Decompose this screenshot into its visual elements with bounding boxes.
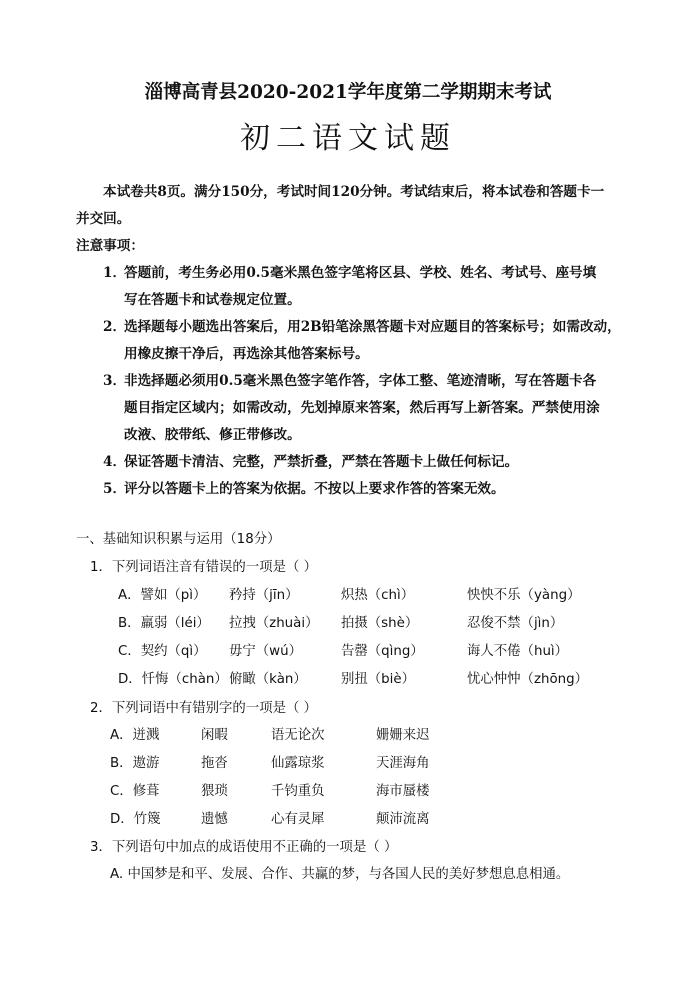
note-number: 5． [103, 481, 127, 497]
exam-title: 淄博高青县2020-2021学年度第二学期期末考试 [144, 82, 552, 103]
q2-word: 姗姗来迟 [376, 728, 430, 743]
q1-option-b: B．羸弱（léi） [118, 616, 210, 631]
q1-word: 怏怏不乐（yàng） [467, 588, 581, 603]
notes-heading: 注意事项： [76, 238, 144, 254]
question-1-stem: 1．下列词语注音有错误的一项是（ ） [90, 560, 318, 575]
q2-word: 遗憾 [201, 812, 228, 827]
q3-option-a: A. 中国梦是和平、发展、合作、共赢的梦，与各国人民的美好梦想息息相通。 [110, 867, 570, 882]
q2-word: 心有灵犀 [271, 812, 325, 827]
q1-option-c: C．契约（qì） [118, 644, 207, 659]
q1-word: 拍摄（shè） [341, 616, 419, 631]
q2-word: 仙露琼浆 [271, 756, 325, 771]
q2-word: 颠沛流离 [376, 812, 430, 827]
q1-word: 诲人不倦（huì） [467, 644, 569, 659]
q2-word: 千钧重负 [271, 784, 325, 799]
q2-word: 天涯海角 [376, 756, 430, 771]
q1-word: 告罄（qìng） [341, 644, 424, 659]
question-3-stem: 3．下列语句中加点的成语使用不正确的一项是（ ） [90, 840, 398, 855]
q1-word: 别扭（biè） [341, 672, 416, 687]
q2-word: 猥琐 [201, 784, 228, 799]
q2-word: 海市蜃楼 [376, 784, 430, 799]
q2-option-c: C．修葺 [110, 784, 160, 799]
note-line: 用橡皮擦干净后，再选涂其他答案标号。 [124, 346, 369, 362]
q1-word: 忍俊不禁（jìn） [467, 616, 564, 631]
q1-word: 毋宁（wú） [229, 644, 303, 659]
q2-word: 拖沓 [201, 756, 228, 771]
q1-option-d: D．忏悔（chàn） [118, 672, 228, 687]
intro-line-2: 并交回。 [76, 211, 131, 227]
q1-word: 拉拽（zhuài） [229, 616, 319, 631]
intro-line-1: 本试卷共8页。满分150分，考试时间120分钟。考试结束后，将本试卷和答题卡一 [103, 184, 605, 200]
question-2-stem: 2．下列词语中有错别字的一项是（ ） [90, 701, 318, 716]
note-number: 4． [103, 454, 127, 470]
q1-word: 忧心忡忡（zhōng） [467, 672, 589, 687]
note-line: 写在答题卡和试卷规定位置。 [124, 292, 301, 308]
q1-word: 俯瞰（kàn） [229, 672, 307, 687]
note-number: 1． [103, 265, 127, 281]
q2-option-b: B．遨游 [110, 756, 160, 771]
note-number: 2． [103, 319, 127, 335]
note-line: 题目指定区域内；如需改动，先划掉原来答案，然后再写上新答案。严禁使用涂 [124, 400, 600, 416]
note-line: 答题前，考生务必用0.5毫米黑色签字笔将区县、学校、姓名、考试号、座号填 [124, 265, 597, 281]
note-number: 3． [103, 373, 127, 389]
q2-option-d: D．竹篾 [110, 812, 161, 827]
q1-word: 矜持（jīn） [229, 588, 299, 603]
exam-subject-title: 初二语文试题 [240, 121, 456, 156]
note-line: 选择题每小题选出答案后，用2B铅笔涂黑答题卡对应题目的答案标号；如需改动， [124, 319, 621, 335]
q1-word: 炽热（chì） [341, 588, 415, 603]
q1-option-a: A．譬如（pì） [118, 588, 207, 603]
note-line: 非选择题必须用0.5毫米黑色签字笔作答，字体工整、笔迹清晰，写在答题卡各 [124, 373, 597, 389]
q2-word: 语无论次 [271, 728, 325, 743]
section-heading: 一、基础知识积累与运用（18分） [76, 532, 281, 547]
q2-option-a: A．迸溅 [110, 728, 160, 743]
note-line: 改液、胶带纸、修正带修改。 [124, 427, 301, 443]
note-line: 评分以答题卡上的答案为依据。不按以上要求作答的答案无效。 [124, 481, 505, 497]
note-line: 保证答题卡清洁、完整，严禁折叠，严禁在答题卡上做任何标记。 [124, 454, 519, 470]
q2-word: 闲暇 [201, 728, 228, 743]
